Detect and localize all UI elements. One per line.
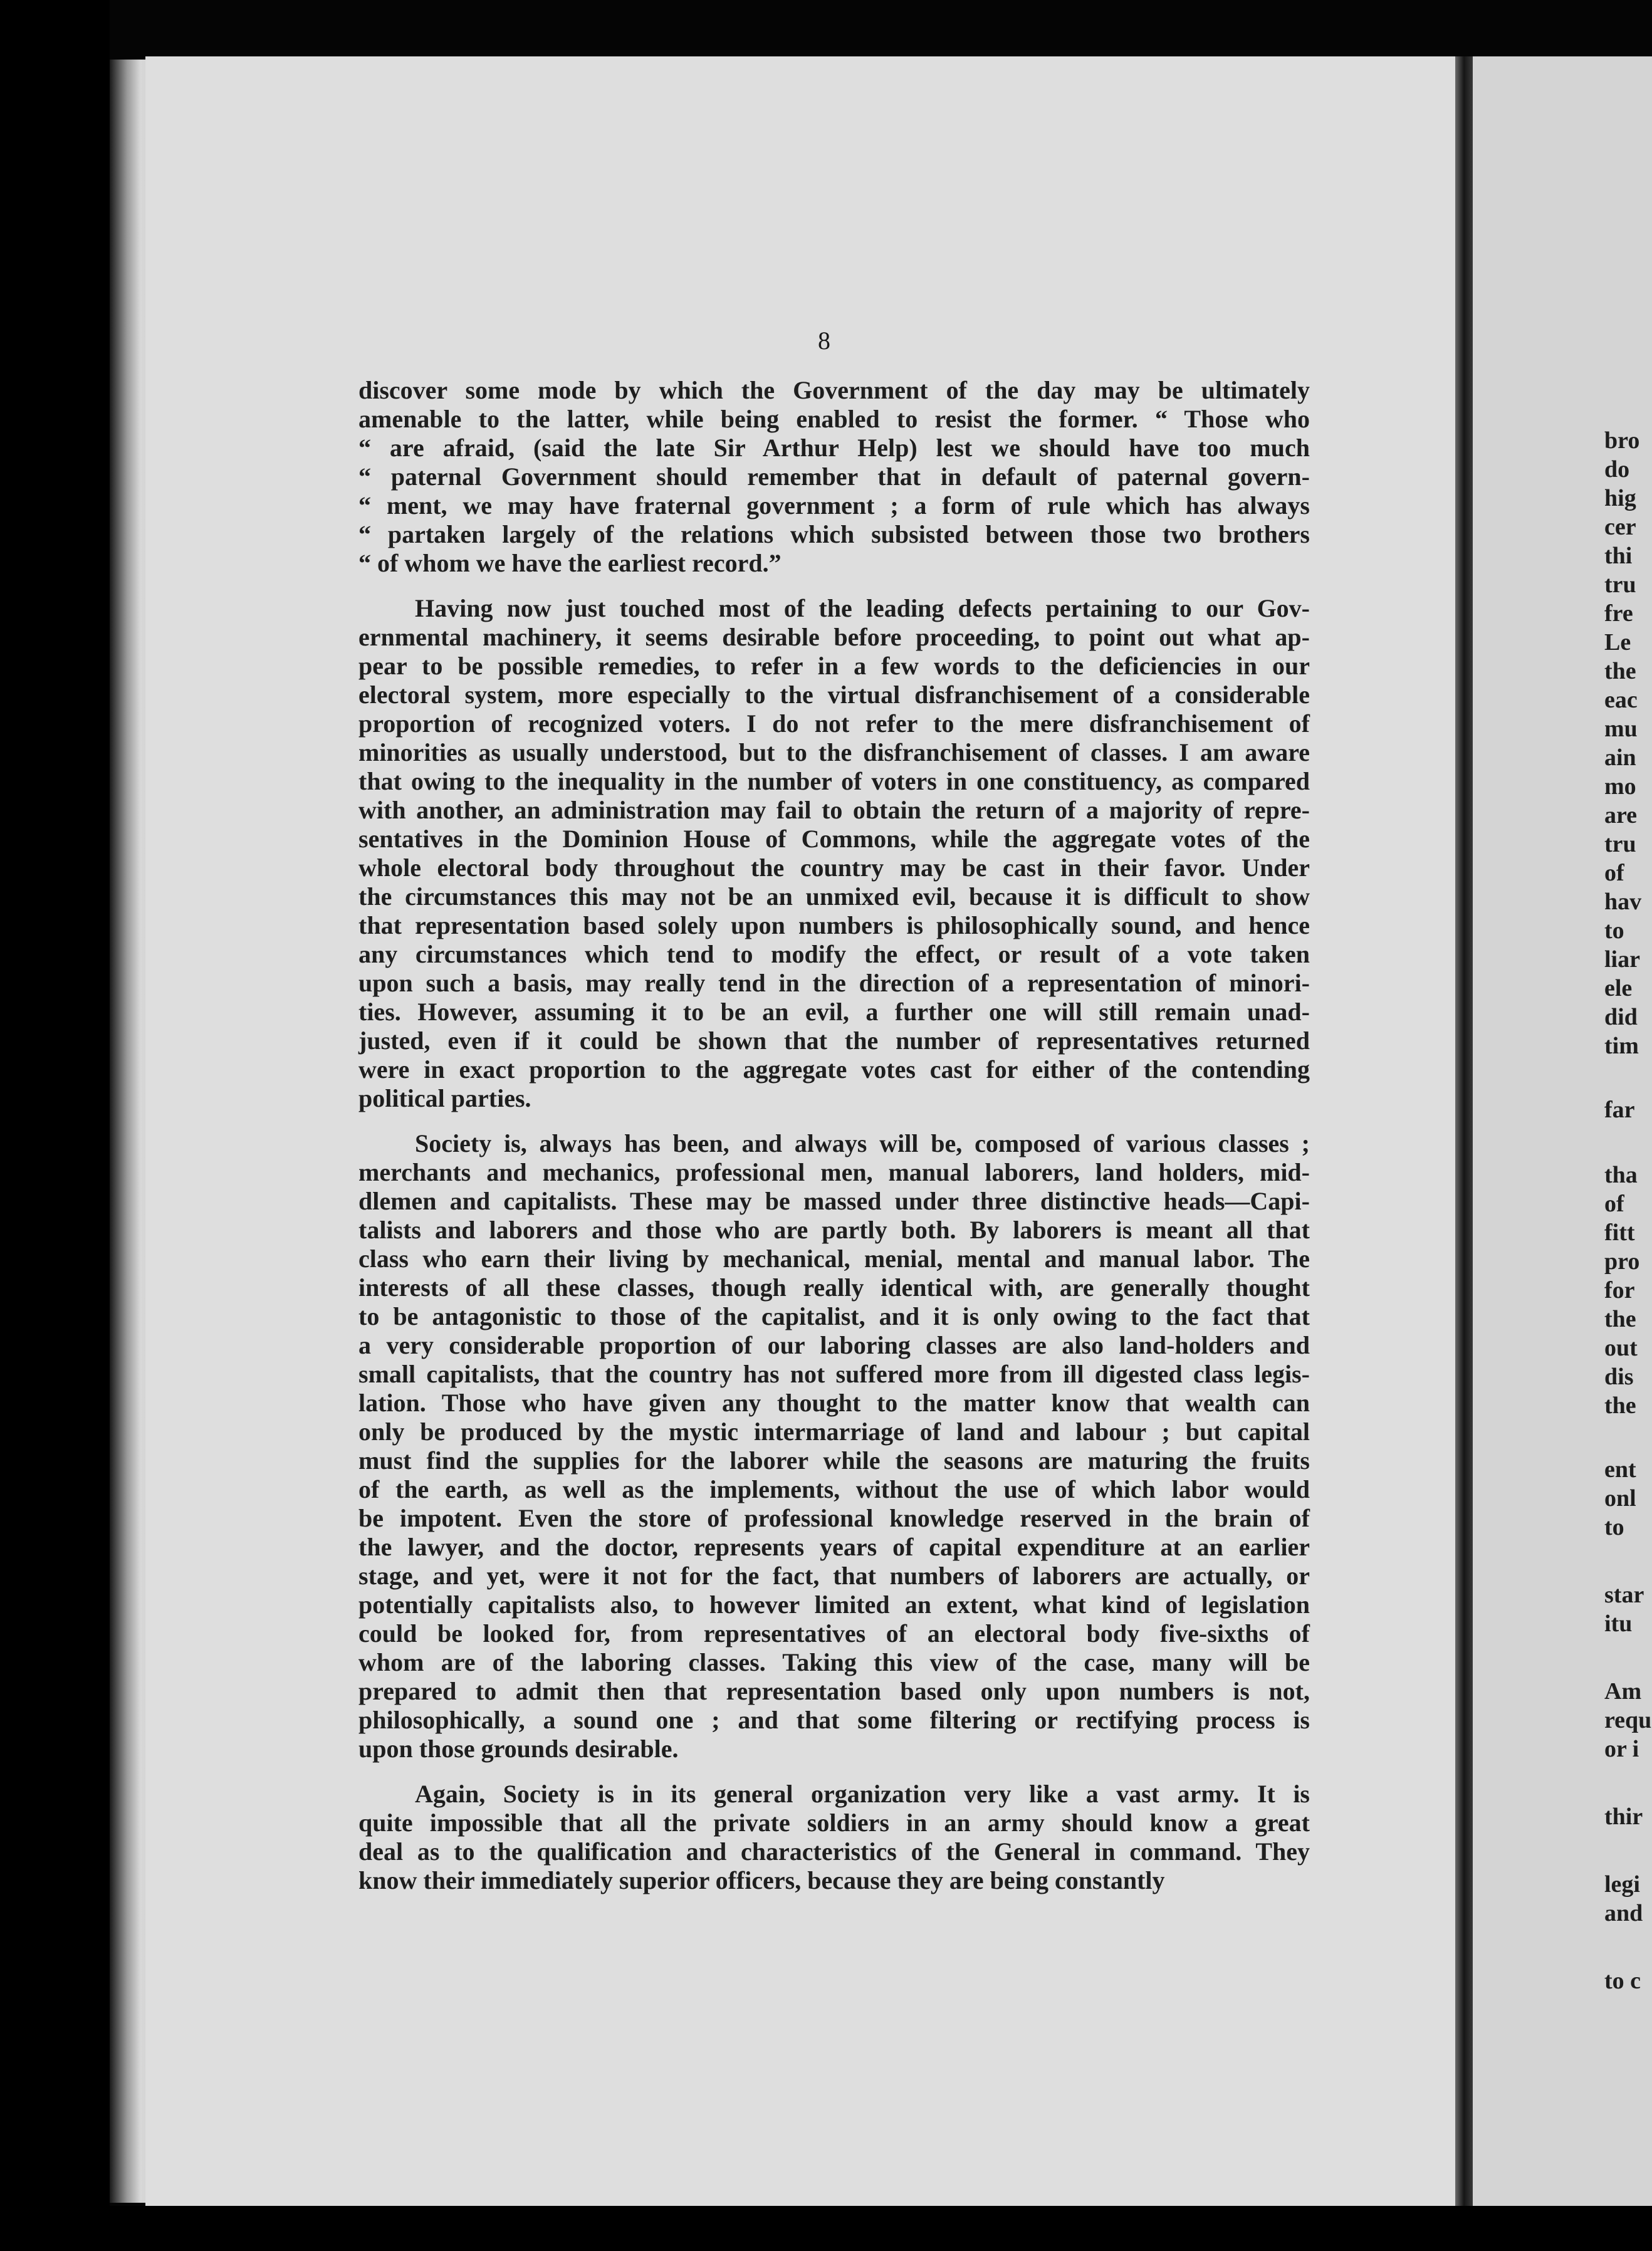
text-line: Society is, always has been, and always will be, composed of various classes ; <box>415 1129 1310 1157</box>
fragment-text: legi <box>1604 1871 1640 1898</box>
text-line: prepared to admit then that representation based only upon numbers is not, <box>358 1677 1310 1705</box>
fragment-text: of <box>1604 1191 1624 1217</box>
text-line: quite impossible that all the private soldiers in an army should know a great <box>358 1809 1310 1837</box>
text-line: “ of whom we have the earliest record.” <box>358 549 782 577</box>
text-line: Having now just touched most of the leading defects pertaining to our Gov- <box>415 594 1310 622</box>
text-line: ties. However, assuming it to be an evil, a further one will still remain unad- <box>358 998 1310 1026</box>
text-line: any circumstances which tend to modify the effect, or result of a vote taken <box>358 940 1310 968</box>
text-line: justed, even if it could be shown that the number of representatives returned <box>358 1026 1310 1055</box>
fragment-text: liar <box>1604 946 1640 973</box>
text-line: talists and laborers and those who are partly both. By laborers is meant all that <box>358 1216 1310 1244</box>
fragment-text: Am <box>1604 1678 1642 1705</box>
text-line: ernmental machinery, it seems desirable before proceeding, to point out what ap- <box>358 623 1310 651</box>
text-line: philosophically, a sound one ; and that some filtering or rectifying process is <box>358 1706 1310 1734</box>
text-line: “ ment, we may have fraternal government ; a form of rule which has always <box>358 491 1310 520</box>
text-line: “ paternal Government should remember that in default of paternal govern- <box>358 462 1310 491</box>
fragment-text: requ <box>1604 1707 1652 1733</box>
text-line: with another, an administration may fail to obtain the return of a majority of repre- <box>358 796 1310 824</box>
text-line: stage, and yet, were it not for the fact, that numbers of laborers are actually, or <box>358 1562 1310 1590</box>
fragment-text: do <box>1604 456 1630 483</box>
fragment-text: pro <box>1604 1248 1640 1275</box>
fragment-text: to c <box>1604 1968 1641 1994</box>
scan-border-left <box>0 0 110 2251</box>
fragment-text: fitt <box>1604 1220 1635 1246</box>
paragraph <box>358 1129 1310 1763</box>
text-line: upon such a basis, may really tend in the direction of a representation of minori- <box>358 969 1310 997</box>
text-line: whom are of the laboring classes. Taking this view of the case, many will be <box>358 1648 1310 1676</box>
text-line: pear to be possible remedies, to refer in a few words to the deficiencies in our <box>358 652 1310 680</box>
text-line: upon those grounds desirable. <box>358 1735 679 1763</box>
text-line: minorities as usually understood, but to the disfranchisement of classes. I am aware <box>358 738 1310 766</box>
fragment-text: star <box>1604 1582 1644 1608</box>
text-line: merchants and mechanics, professional men, manual laborers, land holders, mid- <box>358 1158 1310 1186</box>
text-line: could be looked for, from representatives of an electoral body five-sixths of <box>358 1619 1310 1648</box>
fragment-text: ain <box>1604 744 1636 771</box>
fragment-text: the <box>1604 1306 1636 1332</box>
text-line: proportion of recognized voters. I do not refer to the mere disfranchisement of <box>358 709 1310 738</box>
paragraph <box>358 1780 1310 1895</box>
text-line: deal as to the qualification and characteristics of the General in command. They <box>358 1837 1310 1866</box>
text-line: “ are afraid, (said the late Sir Arthur Help) lest we should have too much <box>358 434 1310 462</box>
fragment-text: Le <box>1604 629 1631 655</box>
fragment-text: for <box>1604 1277 1635 1303</box>
fragment-text: thir <box>1604 1804 1643 1830</box>
fragment-text: to <box>1604 917 1624 944</box>
text-line: discover some mode by which the Government of the day may be ultimately <box>358 376 1310 404</box>
text-line: political parties. <box>358 1084 531 1112</box>
fragment-text: thi <box>1604 543 1633 569</box>
page-number: 8 <box>818 326 830 355</box>
text-line: whole electoral body throughout the country may be cast in their favor. Under <box>358 854 1310 882</box>
text-line: potentially capitalists also, to however limited an extent, what kind of legislation <box>358 1590 1310 1619</box>
body-text <box>358 376 1310 1911</box>
fragment-text: fre <box>1604 600 1633 627</box>
text-line: that owing to the inequality in the number of voters in one constituency, as compared <box>358 767 1310 795</box>
fragment-text: tim <box>1604 1033 1639 1059</box>
text-line: know their immediately superior officers, because they are being constantly <box>358 1866 1165 1894</box>
fragment-text: onl <box>1604 1485 1636 1512</box>
text-line: only be produced by the mystic intermarriage of land and labour ; but capital <box>358 1418 1310 1446</box>
text-line: were in exact proportion to the aggregate votes cast for either of the contending <box>358 1055 1310 1084</box>
fragment-text: ele <box>1604 975 1633 1001</box>
scan-border-bottom <box>0 2206 1652 2251</box>
fragment-text: mu <box>1604 716 1638 742</box>
fragment-text: cer <box>1604 514 1636 540</box>
fragment-text: mo <box>1604 773 1636 800</box>
fragment-text: or i <box>1604 1736 1639 1762</box>
text-line: to be antagonistic to those of the capitalist, and it is only owing to the fact that <box>358 1302 1310 1330</box>
paragraph <box>358 594 1310 1113</box>
text-line: Again, Society is in its general organization very like a vast army. It is <box>415 1780 1310 1808</box>
fragment-text: dis <box>1604 1364 1634 1390</box>
fragment-text: bro <box>1604 427 1640 454</box>
fragment-text: hav <box>1604 889 1642 915</box>
text-line: class who earn their living by mechanical, menial, mental and manual labor. The <box>358 1245 1310 1273</box>
fragment-text: are <box>1604 802 1638 828</box>
fragment-text: of <box>1604 860 1624 886</box>
fragment-text: eac <box>1604 687 1638 713</box>
paragraph <box>358 376 1310 578</box>
text-line: dlemen and capitalists. These may be massed under three distinctive heads—Capi- <box>358 1187 1310 1215</box>
text-line: the circumstances this may not be an unmixed evil, because it is difficult to show <box>358 882 1310 911</box>
fragment-text: itu <box>1604 1611 1633 1637</box>
book-gutter <box>1455 56 1473 2206</box>
fragment-text: far <box>1604 1097 1635 1123</box>
text-line: the lawyer, and the doctor, represents years of capital expenditure at an earlier <box>358 1533 1310 1561</box>
fragment-text: and <box>1604 1900 1643 1926</box>
text-line: lation. Those who have given any thought to the matter know that wealth can <box>358 1389 1310 1417</box>
text-line: be impotent. Even the store of professional knowledge reserved in the brain of <box>358 1504 1310 1532</box>
fragment-text: tru <box>1604 831 1636 857</box>
text-line: small capitalists, that the country has not suffered more from ill digested class legis- <box>358 1360 1310 1388</box>
fragment-text: hig <box>1604 485 1636 511</box>
text-line: that representation based solely upon numbers is philosophically sound, and hence <box>358 911 1310 939</box>
text-line: sentatives in the Dominion House of Commons, while the aggregate votes of the <box>358 825 1310 853</box>
text-line: amenable to the latter, while being enabled to resist the former. “ Those who <box>358 405 1310 433</box>
fragment-text: the <box>1604 1392 1636 1419</box>
fragment-text: ent <box>1604 1456 1636 1483</box>
fragment-text: tru <box>1604 572 1636 598</box>
fragment-text: tha <box>1604 1162 1638 1188</box>
fragment-text: the <box>1604 658 1636 684</box>
fragment-text: did <box>1604 1004 1638 1030</box>
text-line: of the earth, as well as the implements, without the use of which labor would <box>358 1475 1310 1503</box>
text-line: a very considerable proportion of our laboring classes are also land-holders and <box>358 1331 1310 1359</box>
text-line: interests of all these classes, though really identical with, are generally thought <box>358 1273 1310 1302</box>
text-line: “ partaken largely of the relations which subsisted between those two brothers <box>358 520 1310 548</box>
text-line: must find the supplies for the laborer while the seasons are maturing the fruits <box>358 1446 1310 1475</box>
fragment-text: to <box>1604 1514 1624 1540</box>
text-line: electoral system, more especially to the virtual disfranchisement of a considerable <box>358 681 1310 709</box>
fragment-text: out <box>1604 1335 1638 1361</box>
